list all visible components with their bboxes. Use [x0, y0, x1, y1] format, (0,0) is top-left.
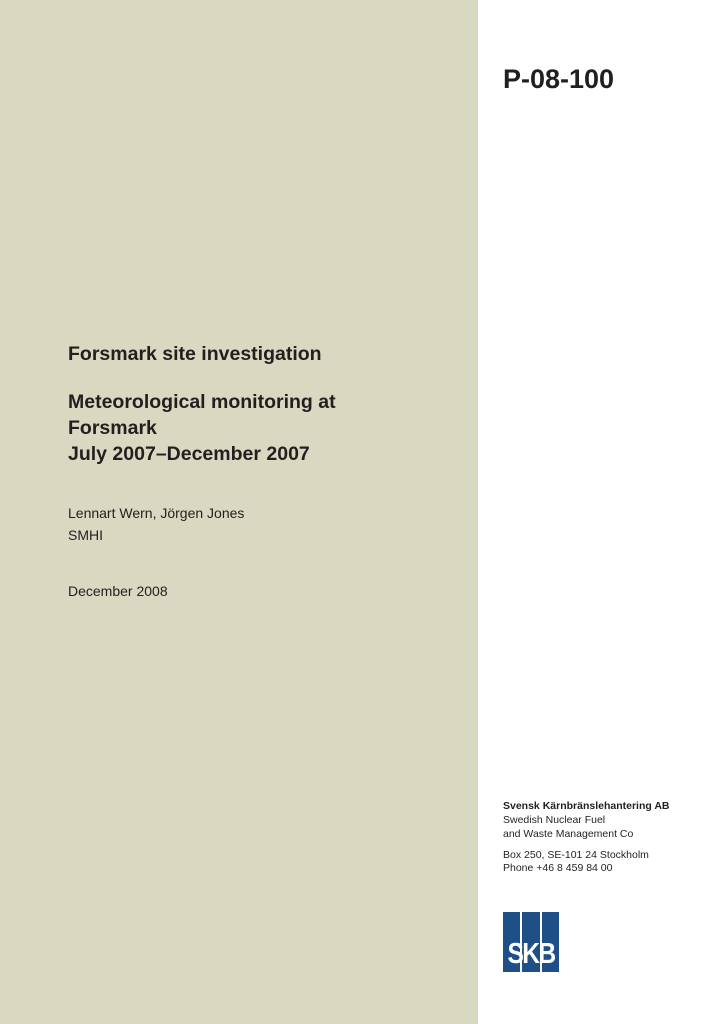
title-line-2: Forsmark — [68, 417, 157, 439]
organization: SMHI — [68, 527, 103, 543]
skb-logo-text: SKB — [507, 938, 555, 970]
series-title: Forsmark site investigation — [68, 343, 322, 365]
publication-date: December 2008 — [68, 583, 168, 599]
title-line-3: July 2007–December 2007 — [68, 443, 310, 465]
publisher-address: Box 250, SE-101 24 Stockholm — [503, 849, 649, 861]
publisher-english-1: Swedish Nuclear Fuel — [503, 814, 606, 826]
report-number: P-08-100 — [503, 64, 615, 94]
authors: Lennart Wern, Jörgen Jones — [68, 505, 245, 521]
publisher-english-2: and Waste Management Co — [503, 828, 634, 840]
publisher-name: Svensk Kärnbränslehantering AB — [503, 800, 670, 812]
skb-logo — [503, 912, 559, 972]
title-line-1: Meteorological monitoring at — [68, 391, 336, 413]
publisher-phone: Phone +46 8 459 84 00 — [503, 862, 613, 874]
